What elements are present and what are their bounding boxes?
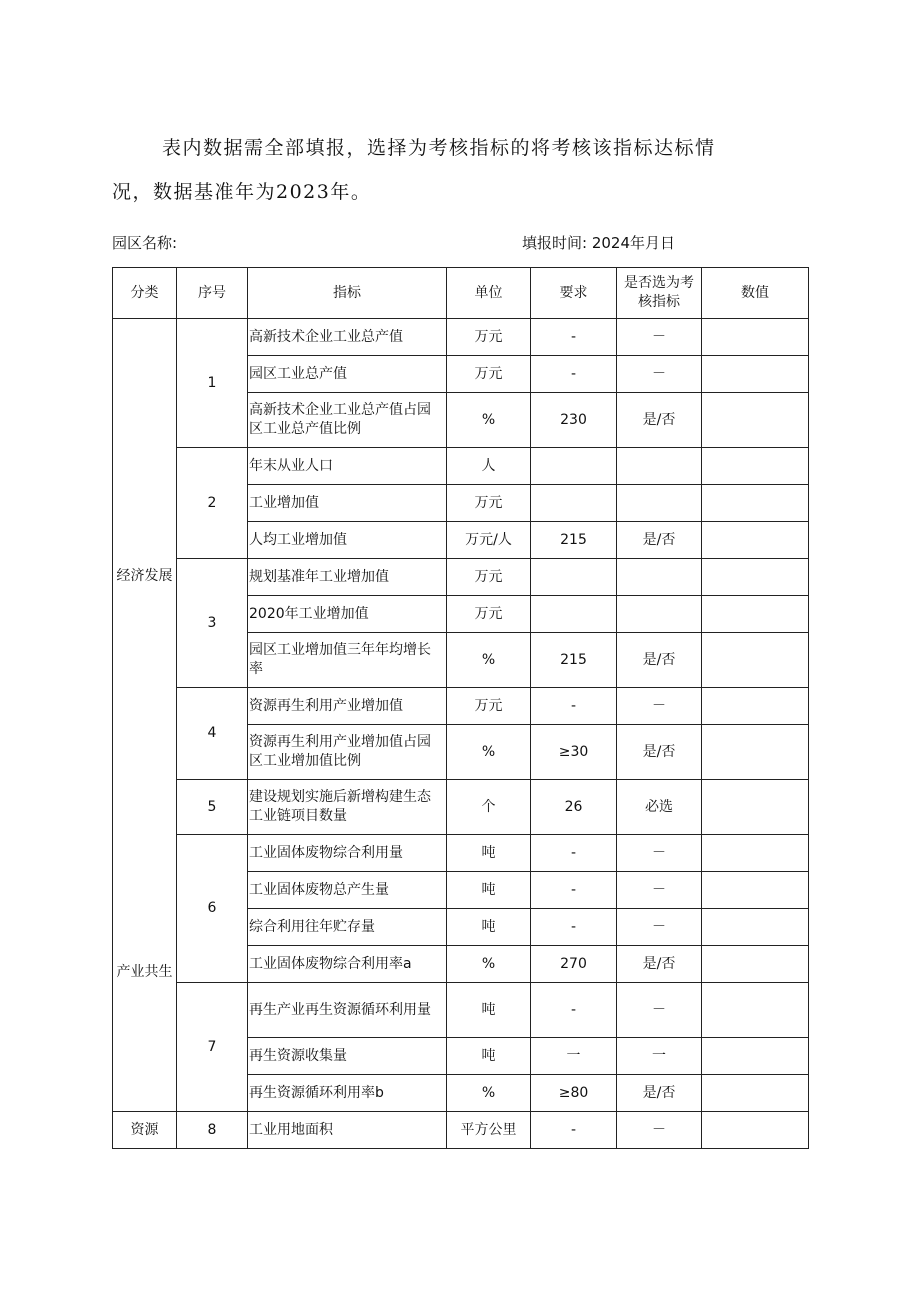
requirement-cell: 215 (531, 633, 617, 688)
unit-cell: 万元 (447, 319, 531, 356)
table-row (113, 319, 809, 356)
category-resource: 资源 (113, 1112, 177, 1149)
header-requirement: 要求 (531, 268, 617, 319)
value-cell[interactable] (702, 1112, 809, 1149)
requirement-cell: ≥80 (531, 1075, 617, 1112)
requirement-cell: - (531, 688, 617, 725)
unit-cell: 万元 (447, 485, 531, 522)
unit-cell: 吨 (447, 983, 531, 1038)
seq-cell: 6 (177, 835, 248, 983)
table-header-row (113, 268, 809, 319)
value-cell[interactable] (702, 356, 809, 393)
indicator-cell: 园区工业总产值 (248, 356, 447, 393)
requirement-cell: - (531, 835, 617, 872)
seq-cell: 8 (177, 1112, 248, 1149)
value-cell[interactable] (702, 522, 809, 559)
indicator-cell: 工业增加值 (248, 485, 447, 522)
header-category: 分类 (113, 268, 177, 319)
intro-line-2: 况，数据基准年为2023年。 (112, 181, 372, 203)
table-row (113, 780, 809, 835)
assessment-cell: － (617, 983, 702, 1038)
table-row (113, 835, 809, 872)
unit-cell: 吨 (447, 835, 531, 872)
unit-cell: 个 (447, 780, 531, 835)
indicator-cell: 工业固体废物综合利用量 (248, 835, 447, 872)
value-cell[interactable] (702, 909, 809, 946)
table-row (113, 688, 809, 725)
unit-cell: 平方公里 (447, 1112, 531, 1149)
indicator-cell: 人均工业增加值 (248, 522, 447, 559)
unit-cell: 万元 (447, 688, 531, 725)
assessment-cell: － (617, 319, 702, 356)
value-cell[interactable] (702, 688, 809, 725)
assessment-cell (617, 559, 702, 596)
indicator-cell: 资源再生利用产业增加值 (248, 688, 447, 725)
category-symbiosis: 产业共生 (113, 835, 177, 1112)
seq-cell: 3 (177, 559, 248, 688)
indicator-cell: 资源再生利用产业增加值占园区工业增加值比例 (248, 725, 447, 780)
value-cell[interactable] (702, 872, 809, 909)
indicator-cell: 高新技术企业工业总产值 (248, 319, 447, 356)
indicator-cell: 再生资源循环利用率b (248, 1075, 447, 1112)
value-cell[interactable] (702, 946, 809, 983)
seq-cell: 1 (177, 319, 248, 448)
requirement-cell (531, 559, 617, 596)
unit-cell: % (447, 946, 531, 983)
intro-paragraph (112, 126, 772, 214)
assessment-cell: － (617, 356, 702, 393)
intro-line-1: 表内数据需全部填报，选择为考核指标的将考核该指标达标情 (162, 137, 716, 159)
requirement-cell: - (531, 983, 617, 1038)
unit-cell: 万元 (447, 559, 531, 596)
indicator-table (112, 267, 809, 1149)
value-cell[interactable] (702, 448, 809, 485)
assessment-cell: － (617, 688, 702, 725)
unit-cell: 吨 (447, 872, 531, 909)
requirement-cell: ≥30 (531, 725, 617, 780)
header-unit: 单位 (447, 268, 531, 319)
assessment-cell: － (617, 909, 702, 946)
requirement-cell (531, 485, 617, 522)
header-seq: 序号 (177, 268, 248, 319)
header-value: 数值 (702, 268, 809, 319)
unit-cell: % (447, 633, 531, 688)
requirement-cell: - (531, 909, 617, 946)
assessment-cell: 是/否 (617, 946, 702, 983)
unit-cell: 人 (447, 448, 531, 485)
unit-cell: 万元/人 (447, 522, 531, 559)
fill-date-label: 填报时间: 2024年月日 (522, 234, 675, 252)
assessment-cell: 是/否 (617, 633, 702, 688)
indicator-cell: 园区工业增加值三年年均增长率 (248, 633, 447, 688)
value-cell[interactable] (702, 725, 809, 780)
requirement-cell: - (531, 319, 617, 356)
requirement-cell (531, 596, 617, 633)
value-cell[interactable] (702, 983, 809, 1038)
requirement-cell: 230 (531, 393, 617, 448)
indicator-cell: 工业固体废物总产生量 (248, 872, 447, 909)
seq-cell: 2 (177, 448, 248, 559)
table-row (113, 983, 809, 1038)
value-cell[interactable] (702, 393, 809, 448)
unit-cell: 万元 (447, 596, 531, 633)
assessment-cell: 是/否 (617, 1075, 702, 1112)
indicator-cell: 再生产业再生资源循环利用量 (248, 983, 447, 1038)
seq-cell: 5 (177, 780, 248, 835)
indicator-cell: 高新技术企业工业总产值占园区工业总产值比例 (248, 393, 447, 448)
category-economy: 经济发展 (113, 319, 177, 835)
unit-cell: % (447, 393, 531, 448)
table-row (113, 1112, 809, 1149)
requirement-cell: 270 (531, 946, 617, 983)
unit-cell: 万元 (447, 356, 531, 393)
table-row (113, 559, 809, 596)
value-cell[interactable] (702, 485, 809, 522)
unit-cell: % (447, 725, 531, 780)
seq-cell: 4 (177, 688, 248, 780)
assessment-cell (617, 485, 702, 522)
unit-cell: 吨 (447, 1038, 531, 1075)
value-cell[interactable] (702, 780, 809, 835)
indicator-cell: 综合利用往年贮存量 (248, 909, 447, 946)
value-cell[interactable] (702, 835, 809, 872)
value-cell[interactable] (702, 559, 809, 596)
assessment-cell: 是/否 (617, 725, 702, 780)
assessment-cell: 是/否 (617, 393, 702, 448)
indicator-cell: 规划基准年工业增加值 (248, 559, 447, 596)
assessment-cell: 一 (617, 1038, 702, 1075)
requirement-cell: - (531, 356, 617, 393)
indicator-cell: 2020年工业增加值 (248, 596, 447, 633)
unit-cell: % (447, 1075, 531, 1112)
header-indicator: 指标 (248, 268, 447, 319)
value-cell[interactable] (702, 633, 809, 688)
assessment-cell (617, 596, 702, 633)
indicator-cell: 工业固体废物综合利用率a (248, 946, 447, 983)
indicator-cell: 再生资源收集量 (248, 1038, 447, 1075)
requirement-cell (531, 448, 617, 485)
table-row (113, 448, 809, 485)
requirement-cell: - (531, 1112, 617, 1149)
assessment-cell (617, 448, 702, 485)
value-cell[interactable] (702, 319, 809, 356)
assessment-cell: 必选 (617, 780, 702, 835)
assessment-cell: － (617, 835, 702, 872)
requirement-cell: 26 (531, 780, 617, 835)
indicator-cell: 工业用地面积 (248, 1112, 447, 1149)
seq-cell: 7 (177, 983, 248, 1112)
unit-cell: 吨 (447, 909, 531, 946)
value-cell[interactable] (702, 1075, 809, 1112)
assessment-cell: － (617, 872, 702, 909)
park-name-label: 园区名称: (112, 234, 178, 252)
indicator-cell: 年末从业人口 (248, 448, 447, 485)
indicator-cell: 建设规划实施后新增构建生态工业链项目数量 (248, 780, 447, 835)
value-cell[interactable] (702, 596, 809, 633)
requirement-cell: 一 (531, 1038, 617, 1075)
assessment-cell: 是/否 (617, 522, 702, 559)
requirement-cell: 215 (531, 522, 617, 559)
requirement-cell: - (531, 872, 617, 909)
header-assessment: 是否选为考核指标 (617, 268, 702, 319)
value-cell[interactable] (702, 1038, 809, 1075)
assessment-cell: － (617, 1112, 702, 1149)
